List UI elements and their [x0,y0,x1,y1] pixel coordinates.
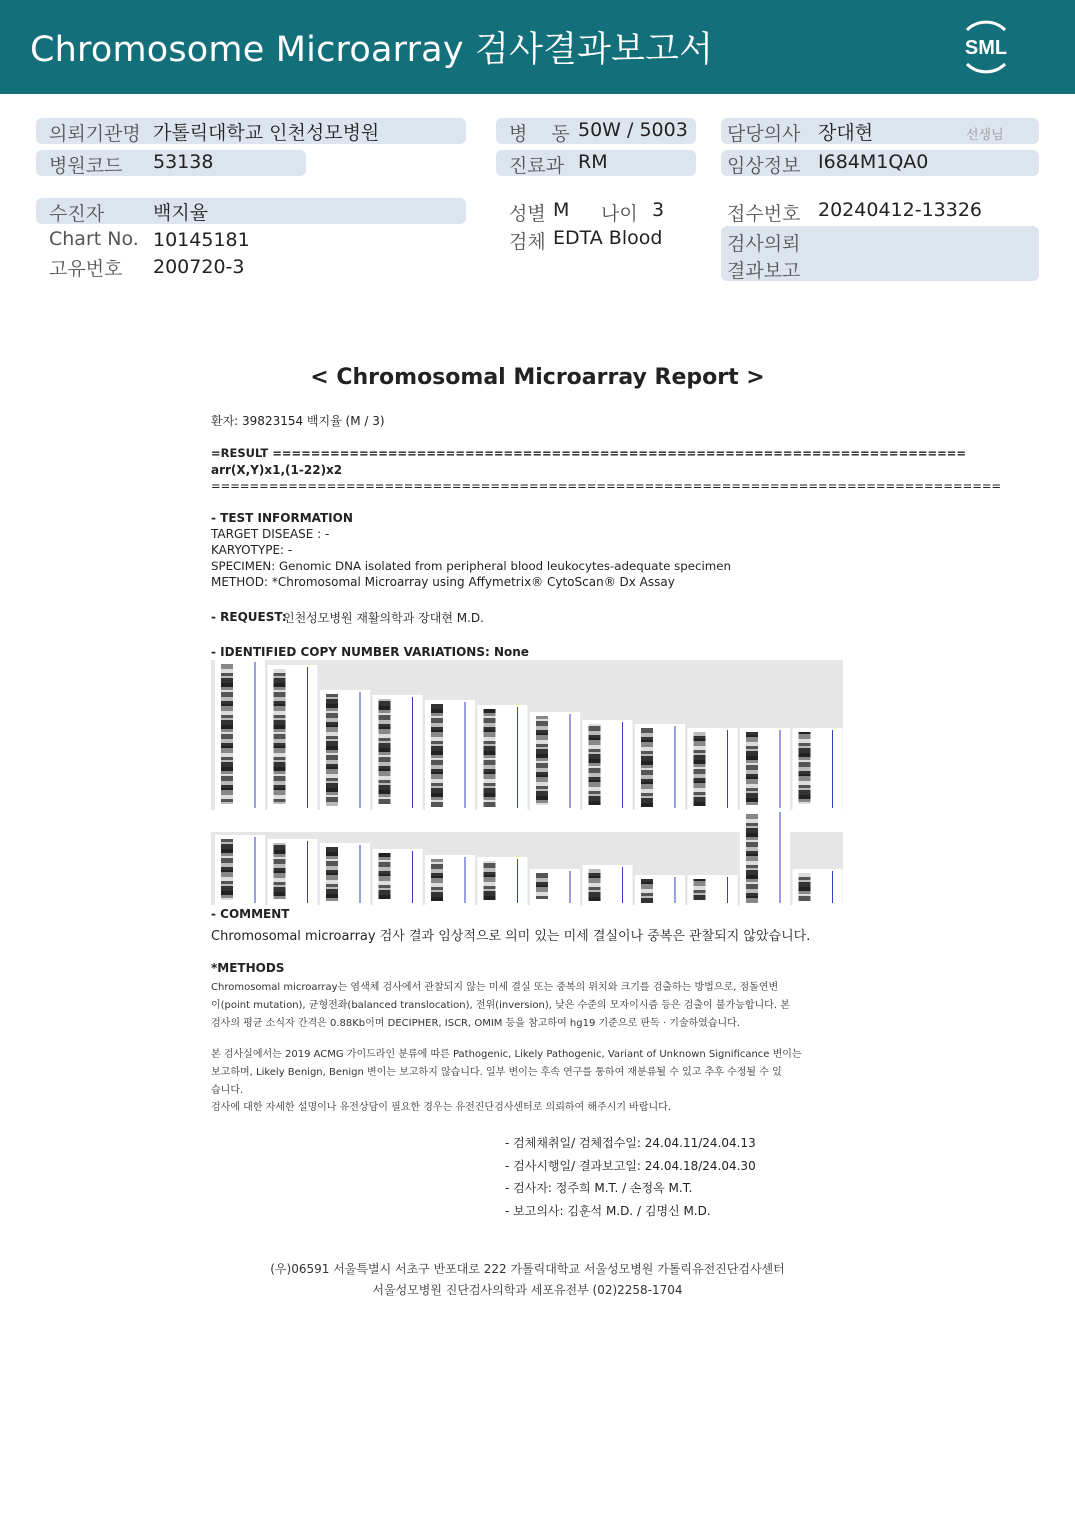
institution-label: 의뢰기관명 [49,123,141,145]
result-value: arr(X,Y)x1,(1-22)x2 [211,463,343,477]
result-separator: ================================================================================== [211,479,1002,493]
methods-line: 습니다. [211,1085,244,1096]
department-label: 진료과 [509,155,565,177]
methods-line: 이(point mutation), 균형전좌(balanced translocation), 전위(inversion), 낮은 수준의 모자이시즘 등은 검출이 불가능합니다. 본 [211,1000,790,1011]
methods-line: 검사의 평균 소식자 간격은 0.88Kb이며 DECIPHER, ISCR, OMIM 등을 참고하여 hg19 기준으로 판독 · 기술하였습니다. [211,1018,740,1029]
chart-value: 10145181 [153,229,250,251]
physician-line: - 보고의사: 김훈석 M.D. / 김명신 M.D. [505,1204,711,1218]
cnv-heading: - IDENTIFIED COPY NUMBER VARIATIONS: None [211,645,529,659]
hospital-code-value: 53138 [153,151,214,173]
request-value: 인천성모병원 재활의학과 장대현 M.D. [283,611,484,625]
methods-line: 검사에 대한 자세한 설명이나 유전상담이 필요한 경우는 유전진단검사센터로 의뢰하여 해주시기 바랍니다. [211,1102,672,1113]
clinical-value: I684M1QA0 [818,151,929,173]
result-line: =RESULT ======================================================================== [211,446,967,460]
target-disease: TARGET DISEASE : - [211,527,330,541]
ward-label: 병 동 [509,123,570,145]
svg-text:SML: SML [964,37,1008,59]
date-line: - 검사시행일/ 결과보고일: 24.04.18/24.04.30 [505,1159,756,1173]
sex-label: 성별 [509,203,546,225]
patient-label: 수진자 [49,203,105,225]
footer-department: 서울성모병원 진단검사의학과 세포유전부 (02)2258-1704 [372,1283,683,1297]
age-label: 나이 [601,203,638,225]
chart-label: Chart No. [49,228,139,250]
chromosome-ideogram-image [211,660,843,905]
page-title: Chromosome Microarray 검사결과보고서 [30,30,714,70]
sex-value: M [553,199,570,221]
specimen-line: SPECIMEN: Genomic DNA isolated from peripheral blood leukocytes-adequate specimen [211,559,731,573]
hospital-code-label: 병원코드 [49,155,123,177]
patient-line: 환자: 39823154 백지율 (M / 3) [211,414,385,428]
patient-value: 백지율 [153,202,209,224]
clinical-label: 임상정보 [727,155,801,177]
comment-text: Chromosomal microarray 검사 결과 임상적으로 의미 있는 미세 결실이나 중복은 관찰되지 않았습니다. [211,929,811,944]
sml-logo [955,16,1017,78]
staff-line: - 검사자: 정주희 M.T. / 손정옥 M.T. [505,1181,693,1195]
doctor-value: 장대현 [818,122,874,144]
specimen-label: 검체 [509,231,546,253]
unique-label: 고유번호 [49,258,123,280]
comment-heading: - COMMENT [211,907,290,921]
methods-line: 보고하며, Likely Benign, Benign 변이는 보고하지 않습니다. 일부 변이는 후속 연구를 통하여 재분류될 수 있고 추후 수정될 수 있 [211,1067,782,1078]
report-title: < Chromosomal Microarray Report > [310,365,765,390]
department-value: RM [578,151,608,173]
receipt-value: 20240412-13326 [818,199,983,221]
specimen-value: EDTA Blood [553,227,663,249]
methods-line: 본 검사실에서는 2019 ACMG 가이드라인 분류에 따른 Pathogenic, Likely Pathogenic, Variant of Unknown Significance 변이는 [211,1049,802,1060]
date-line: - 검체채취일/ 검체접수일: 24.04.11/24.04.13 [505,1136,756,1150]
method-line: METHOD: *Chromosomal Microarray using Affymetrix® CytoScan® Dx Assay [211,575,675,589]
request-label: 검사의뢰 [727,233,801,255]
methods-line: Chromosomal microarray는 염색체 검사에서 관찰되지 않는 미세 결실 또는 중복의 위치와 크기를 검출하는 방법으로, 점돌연변 [211,982,779,993]
doctor-suffix: 선생님 [966,128,1004,143]
test-info-heading: - TEST INFORMATION [211,511,353,525]
footer-address: (우)06591 서울특별시 서초구 반포대로 222 가톨릭대학교 서울성모병원 가톨릭유전진단검사센터 [270,1262,785,1276]
methods-heading: *METHODS [211,961,285,975]
karyotype: KARYOTYPE: - [211,543,293,557]
institution-value: 가톨릭대학교 인천성모병원 [153,122,380,144]
age-value: 3 [652,199,665,221]
unique-value: 200720-3 [153,256,245,278]
request-heading: - REQUEST: [211,610,287,624]
doctor-label: 담당의사 [727,123,801,145]
report-label: 결과보고 [727,260,801,282]
ward-value: 50W / 5003 [578,119,688,141]
receipt-label: 접수번호 [727,203,801,225]
